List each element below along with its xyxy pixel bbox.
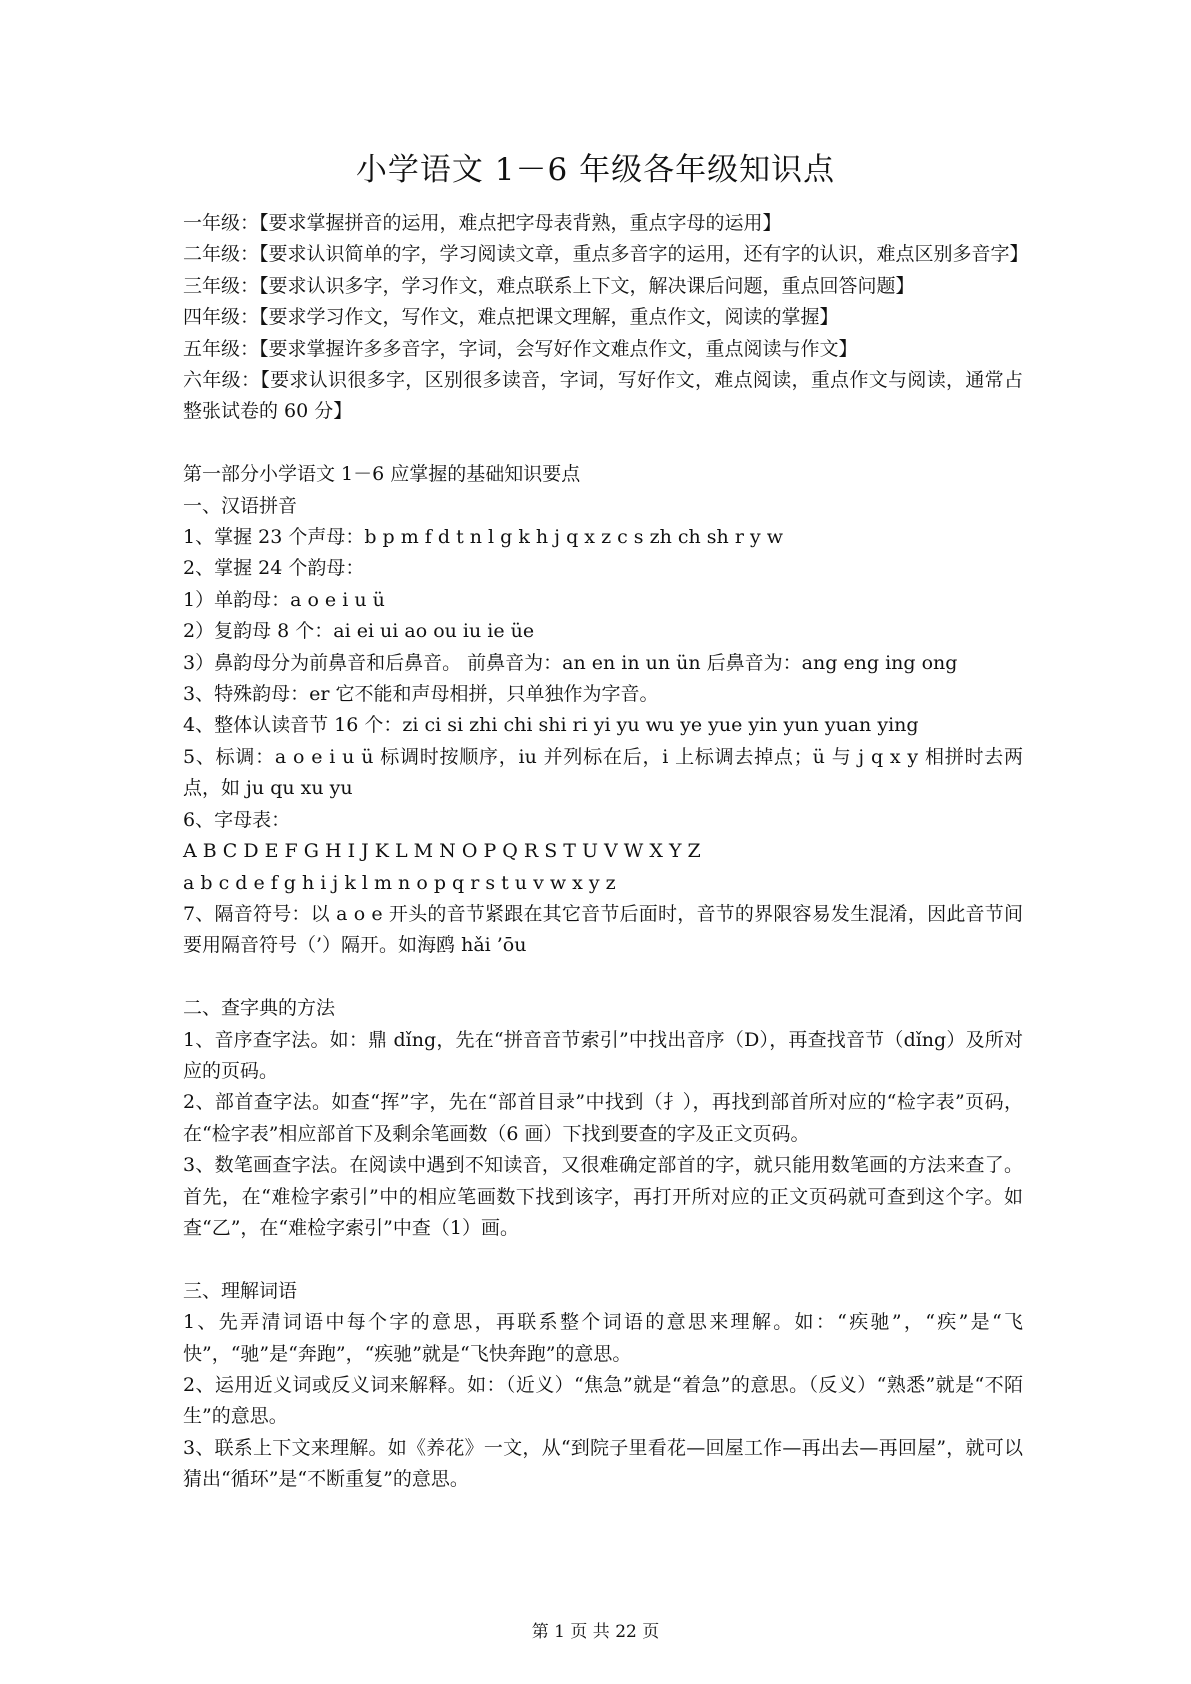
page-footer: 第 1 页 共 22 页 — [531, 1622, 660, 1642]
pinyin-item: 3、特殊韵母：er 它不能和声母相拼，只单独作为字音。 — [183, 683, 659, 706]
spacer — [183, 962, 1023, 993]
grade-2-requirements: 二年级：【要求认识简单的字，学习阅读文章，重点多音字的运用，还有字的认识，难点区别多音字】 — [183, 243, 1029, 266]
pinyin-item: 2）复韵母 8 个：ai ei ui ao ou iu ie üe — [183, 620, 535, 643]
pinyin-item: 4、整体认读音节 16 个：zi ci si zhi chi shi ri yi yu wu ye yue yin yun yuan ying — [183, 714, 919, 737]
pinyin-item: 6、字母表： — [183, 808, 291, 831]
dictionary-item: 1、音序查字法。如：鼎 dǐng，先在“拼音音节索引”中找出音序（D），再查找音节（dǐng）及所对应的页码。 — [183, 1028, 1023, 1082]
part1-heading: 第一部分小学语文 1－6 应掌握的基础知识要点 — [183, 463, 581, 486]
grade-3-requirements: 三年级：【要求认识多字，学习作文，难点联系上下文，解决课后问题，重点回答问题】 — [183, 274, 915, 297]
grade-6-requirements: 六年级：【要求认识很多字，区别很多读音，字词，写好作文，难点阅读，重点作文与阅读，通常占整张试卷的 60 分】 — [183, 369, 1023, 423]
grade-5-requirements: 五年级：【要求掌握许多多音字，字词，会写好作文难点作文，重点阅读与作文】 — [183, 337, 858, 360]
pinyin-item: 5、标调：a o e i u ü 标调时按顺序，iu 并列标在后，i 上标调去掉点；ü 与 j q x y 相拼时去两点，如 ju qu xu yu — [183, 745, 1023, 800]
pinyin-item: 2、掌握 24 个韵母： — [183, 557, 365, 580]
grade-4-requirements: 四年级：【要求学习作文，写作文，难点把课文理解，重点作文，阅读的掌握】 — [183, 306, 839, 329]
alphabet-lowercase: a b c d e f g h i j k l m n o p q r s t u v w x y z — [183, 871, 616, 894]
pinyin-item: 3）鼻韵母分为前鼻音和后鼻音。 前鼻音为：an en in un ün 后鼻音为：ang eng ing ong — [183, 651, 958, 674]
dictionary-item: 3、数笔画查字法。在阅读中遇到不知读音，又很难确定部首的字，就只能用数笔画的方法来查了。首先，在“难检字索引”中的相应笔画数下找到该字，再打开所对应的正文页码就可查到这个字。如查“乙”，在“难检字索引”中查（1）画。 — [183, 1154, 1023, 1239]
words-item: 3、联系上下文来理解。如《养花》一文，从“到院子里看花—回屋工作—再出去—再回屋”，就可以猜出“循环”是“不断重复”的意思。 — [183, 1436, 1023, 1491]
pinyin-heading: 一、汉语拼音 — [183, 494, 298, 517]
spacer — [183, 428, 1023, 459]
document-title: 小学语文 1－6 年级各年级知识点 — [355, 152, 836, 188]
words-heading: 三、理解词语 — [183, 1279, 298, 1302]
document-body — [183, 208, 1029, 1496]
grade-1-requirements: 一年级：【要求掌握拼音的运用，难点把字母表背熟，重点字母的运用】 — [183, 212, 782, 234]
dictionary-heading: 二、查字典的方法 — [183, 997, 336, 1020]
words-item: 2、运用近义词或反义词来解释。如：（近义）“焦急”就是“着急”的意思。（反义）“熟悉”就是“不陌生”的意思。 — [183, 1373, 1023, 1428]
spacer — [183, 1244, 1023, 1275]
pinyin-item: 1）单韵母：a o e i u ü — [183, 588, 385, 611]
words-item: 1、先弄清词语中每个字的意思，再联系整个词语的意思来理解。如：“疾驰”，“疾”是“飞快”，“驰”是“奔跑”，“疾驰”就是“飞快奔跑”的意思。 — [183, 1311, 1023, 1365]
pinyin-item: 7、隔音符号：以 a o e 开头的音节紧跟在其它音节后面时，音节的界限容易发生混淆，因此音节间要用隔音符号（’）隔开。如海鸥 hǎi ’ōu — [183, 902, 1023, 957]
dictionary-item: 2、部首查字法。如查“挥”字，先在“部首目录”中找到（扌），再找到部首所对应的“检字表”页码，在“检字表”相应部首下及剩余笔画数（6 画）下找到要查的字及正文页码。 — [183, 1091, 1023, 1145]
alphabet-uppercase: A B C D E F G H I J K L M N O P Q R S T U V W X Y Z — [183, 840, 701, 863]
pinyin-item: 1、掌握 23 个声母：b p m f d t n l g k h j q x z c s zh ch sh r y w — [183, 526, 783, 549]
